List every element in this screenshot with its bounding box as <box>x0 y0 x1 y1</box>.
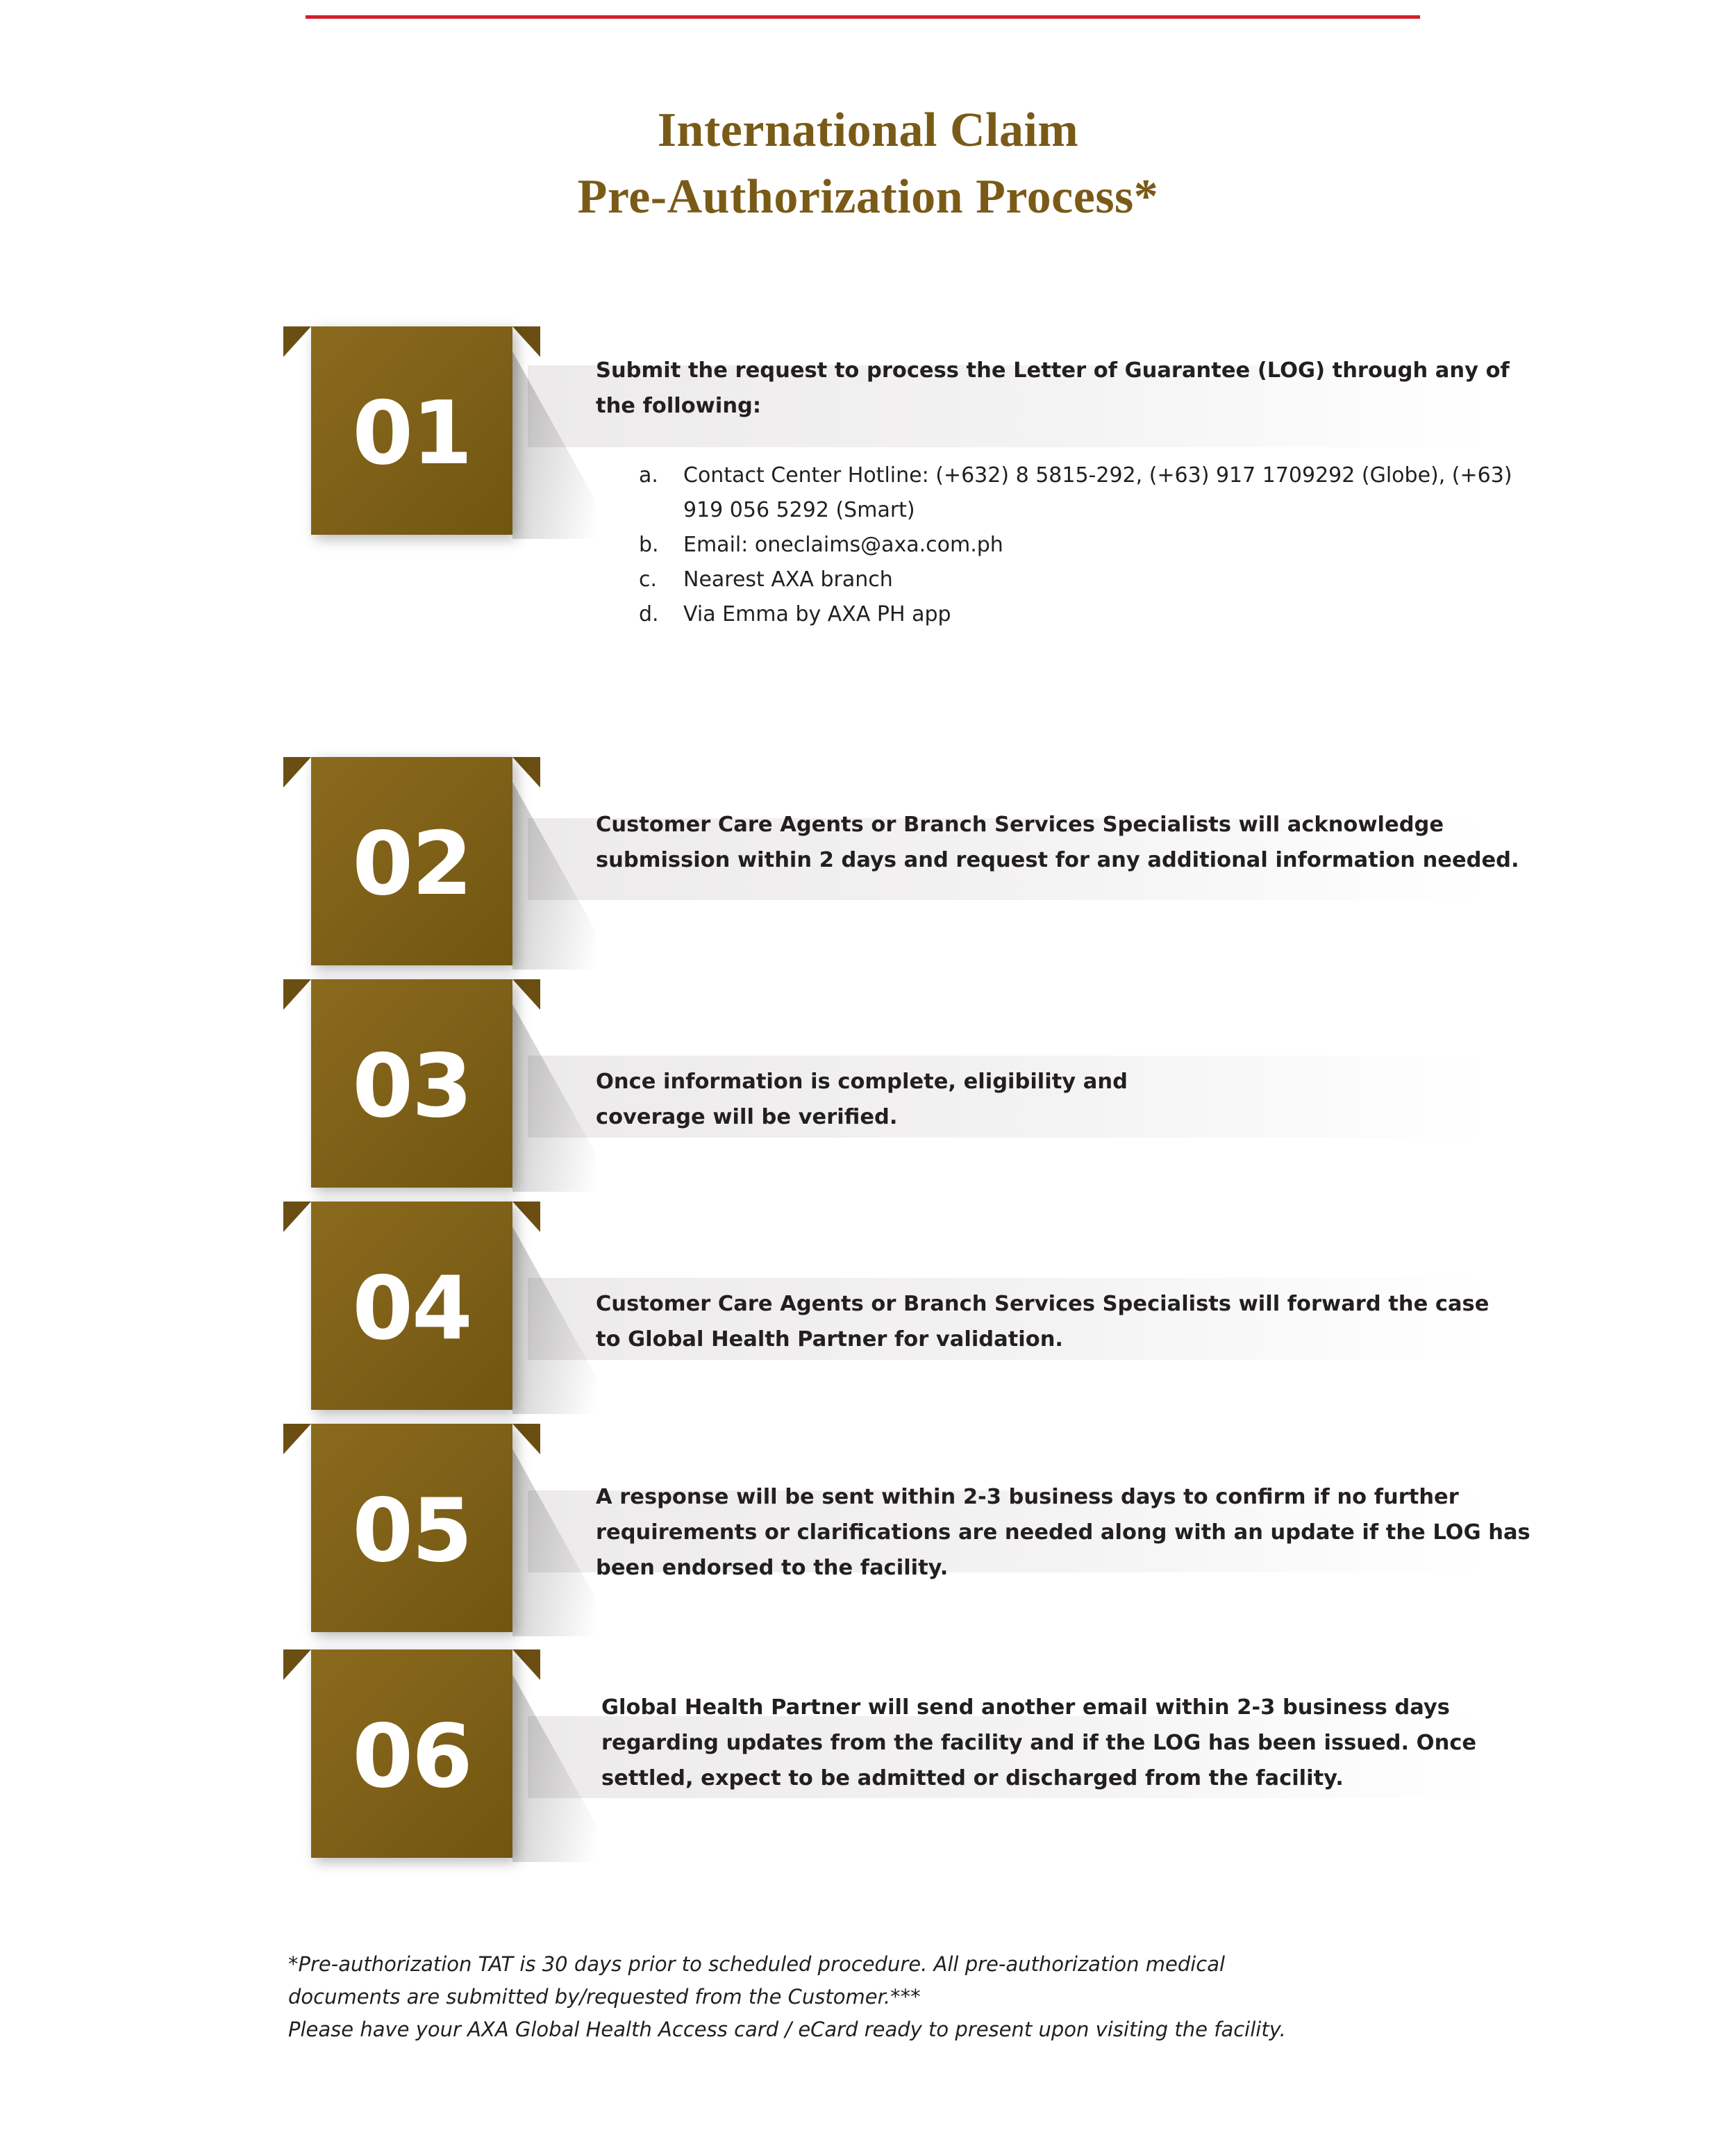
step-description: Once information is complete, eligibility and coverage will be verified. <box>596 1070 1128 1129</box>
ribbon-body <box>311 757 512 965</box>
sub-list-item <box>639 528 1542 563</box>
step-badge <box>283 757 540 965</box>
sub-item-text: Via Emma by AXA PH app <box>683 602 951 626</box>
sub-item-letter: b. <box>639 533 659 557</box>
process-step-06 <box>0 1649 1736 1879</box>
process-step-05 <box>0 1424 1736 1649</box>
sub-item-letter: d. <box>639 602 659 626</box>
step-number: 05 <box>352 1479 471 1581</box>
process-step-04 <box>0 1202 1736 1424</box>
process-step-01 <box>0 326 1736 757</box>
ribbon-body <box>311 1649 512 1858</box>
ribbon-body <box>311 979 512 1188</box>
page-title <box>0 97 1736 231</box>
sub-item-text: Contact Center Hotline: (+632) 8 5815-292, (+63) 917 1709292 (Globe), (+63) 919 056 5292 (Smart) <box>683 463 1512 522</box>
ribbon-body <box>311 1202 512 1410</box>
step-badge <box>283 979 540 1188</box>
step-number: 02 <box>352 813 471 915</box>
step-number: 04 <box>352 1257 471 1359</box>
ribbon-body <box>311 326 512 535</box>
sub-list-item <box>639 597 1542 632</box>
step-badge <box>283 1424 540 1632</box>
step-number: 03 <box>352 1035 471 1137</box>
step-sub-list <box>639 458 1542 632</box>
process-steps <box>0 326 1736 1879</box>
sub-list-item <box>639 563 1542 597</box>
step-badge <box>283 326 540 535</box>
step-description: A response will be sent within 2-3 business days to confirm if no further requirements or clarifications are needed along with an update if the LOG has been endorsed to the facility. <box>596 1485 1530 1580</box>
process-step-02 <box>0 757 1736 979</box>
step-badge <box>283 1202 540 1410</box>
sub-item-letter: c. <box>639 567 658 592</box>
step-description: Global Health Partner will send another email within 2-3 business days regarding updates from the facility and if the LOG has been issued. Once settled, expect to be admitted or discharged from the facility. <box>601 1695 1477 1790</box>
step-description: Submit the request to process the Letter of Guarantee (LOG) through any of the following: <box>596 358 1510 418</box>
top-divider-rule <box>306 15 1420 19</box>
footnote-line-1: *Pre-authorization TAT is 30 days prior to scheduled procedure. All pre-authorization medical <box>288 1952 1226 1976</box>
sub-item-text: Email: oneclaims@axa.com.ph <box>683 533 1003 557</box>
footnote <box>288 1948 1455 2046</box>
process-step-03 <box>0 979 1736 1202</box>
step-badge <box>283 1649 540 1858</box>
sub-item-text: Nearest AXA branch <box>683 567 893 592</box>
step-description: Customer Care Agents or Branch Services Specialists will acknowledge submission within 2 days and request for any additional information needed. <box>596 813 1519 872</box>
footnote-line-3: Please have your AXA Global Health Access card / eCard ready to present upon visiting the facility. <box>288 2018 1286 2041</box>
sub-item-letter: a. <box>639 463 658 488</box>
title-line-2: Pre-Authorization Process* <box>577 170 1159 224</box>
ribbon-body <box>311 1424 512 1632</box>
title-line-1: International Claim <box>657 103 1079 157</box>
sub-list-item <box>639 458 1542 528</box>
step-number: 06 <box>352 1705 471 1807</box>
footnote-line-2: documents are submitted by/requested from the Customer.*** <box>288 1985 921 2009</box>
step-number: 01 <box>352 382 471 484</box>
step-description: Customer Care Agents or Branch Services Specialists will forward the case to Global Health Partner for validation. <box>596 1292 1489 1352</box>
